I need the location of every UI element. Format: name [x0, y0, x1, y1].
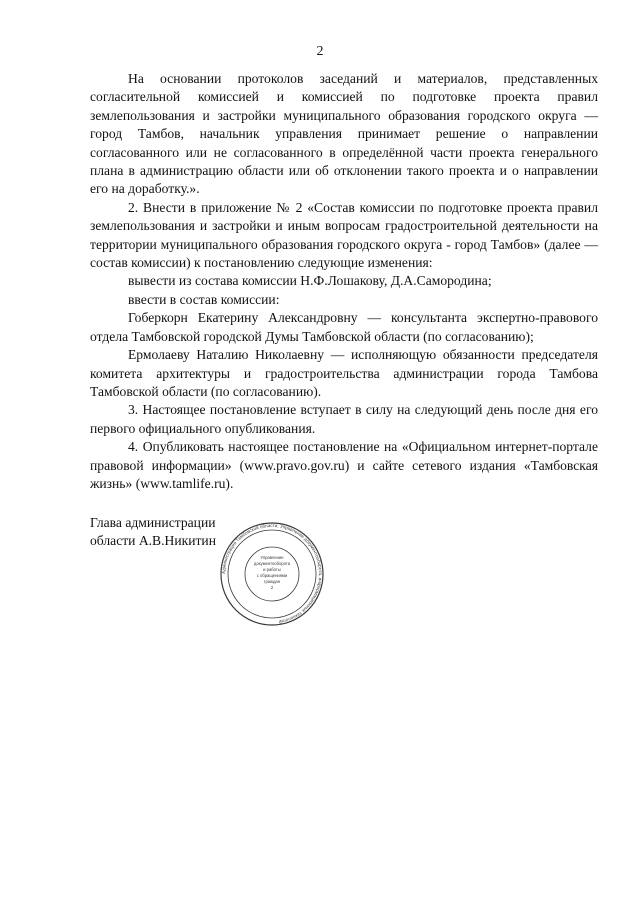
paragraph-3: вывести из состава комиссии Н.Ф.Лошакову, Д.А.Самородина; — [128, 273, 492, 289]
stamp-outer-text: Администрация Тамбовской области, Управление документооборота, информационных технологий — [220, 522, 324, 625]
paragraph-8: 4. Опубликовать настоящее постановление на «Официальном интернет-портале правовой информации» (www.pravo.gov.ru) и сайте сетевого издания «Тамбовская жизнь» (www.tamlife.ru). — [90, 439, 598, 491]
paragraph-4: ввести в состав комиссии: — [128, 291, 280, 307]
official-stamp — [218, 520, 326, 628]
paragraph-2: 2. Внести в приложение № 2 «Состав комиссии по подготовке проекта правил землепользования и застройки и иным вопросам градостроительной деятельности на территории муниципального образования городского округа - город Тамбов» (далее — состав комиссии) к постановлению следующие изменения: — [90, 199, 598, 271]
paragraph-1: На основании протоколов заседаний и материалов, представленных согласительной комиссией и комиссией по подготовке проекта правил землепользования и застройки муниципального образования городского округа — город Тамбов, начальник управления принимает решение о направлении согласованного или не согласованного в определённой части проекта генерального плана в администрацию области или об отклонении такого проекта и о направлении его на доработку.». — [90, 71, 598, 197]
stamp-center-line-3: и работы — [263, 567, 281, 572]
stamp-center-line-4: с обращениями — [256, 573, 288, 578]
page-number: 2 — [316, 44, 324, 59]
stamp-center-line-2: документооборота — [253, 561, 291, 566]
paragraph-7: 3. Настоящее постановление вступает в силу на следующий день после дня его первого официального опубликования. — [90, 402, 598, 436]
paragraph-6: Ермолаеву Наталию Николаевну — исполняющую обязанности председателя комитета архитектуры и градостроительства администрации города Тамбова Тамбовской области (по согласованию). — [90, 347, 598, 399]
signature-name: области А.В.Никитин — [90, 533, 216, 549]
document-body — [90, 70, 598, 493]
stamp-center-line-1: Управление — [260, 555, 284, 560]
stamp-center-line-5: граждан — [263, 579, 281, 584]
signature-block — [90, 514, 216, 551]
paragraph-5: Гоберкорн Екатерину Александровну — консультанта экспертно-правового отдела Тамбовской городской Думы Тамбовской области (по согласованию); — [90, 310, 598, 344]
signature-title: Глава администрации — [90, 515, 216, 530]
stamp-center-line-6: 2 — [270, 585, 274, 590]
